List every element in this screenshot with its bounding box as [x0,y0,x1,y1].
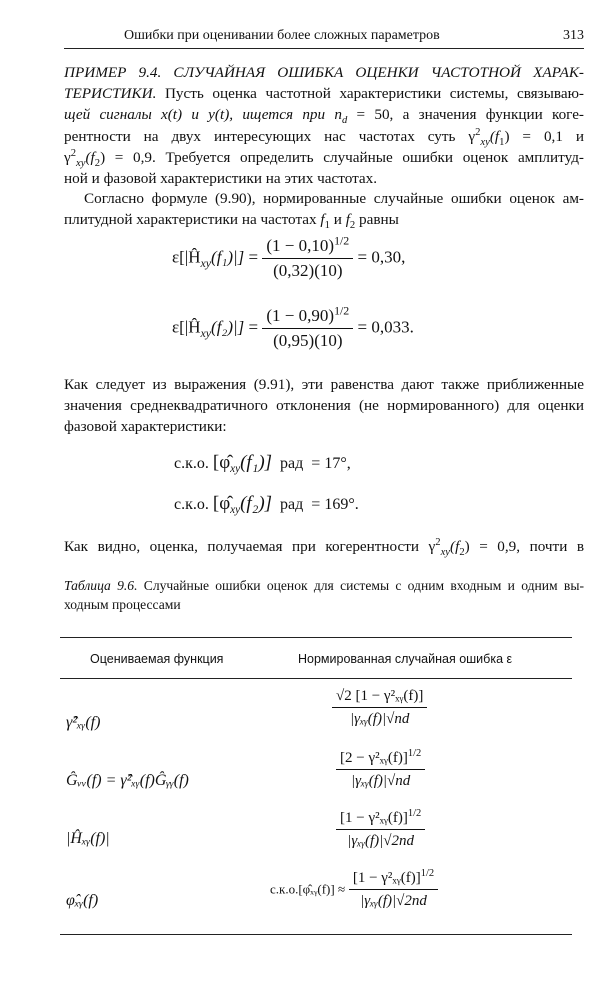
equation-amplitude-f1: $\varepsilon[|Ĥ_{xy}(f_1)|]$ = $\frac{(1 - 0,10)^{1/2}}{(0,32)(10)}$ = 0,30, [172,233,406,280]
table-row-2-expr: $\frac{[2 - \gamma^2_xᵧ(f)]^{1/2}}{\text{|γₓᵧ(f)|√nd}}$ [336,750,425,790]
table-row-3-label: |Ĥₓᵧ(f)| [66,830,110,847]
example-paragraph [64,62,584,189]
equation-amplitude-f2: $\varepsilon[|Ĥ_{xy}(f_2)|]$ = $\frac{(1 - 0,90)^{1/2}}{(0,95)(10)}$ = 0,033. [172,303,414,350]
para2-line-1: Согласно формуле (9.90), нормированные случайные ошибки оценок ам- [84,190,584,207]
example-line-3: щей сигналы x(t) и y(t), ищется при $n_d = 50$, а значения функции коге- [64,106,584,127]
table-caption: Таблица 9.6. Случайные ошибки оценок для системы с одним входным и одним вы- ходным процессами [64,578,584,612]
paragraph-coherence [64,536,584,557]
header-title: Ошибки при оценивании более сложных параметров [124,28,440,43]
para3-line-1: Как следует из выражения (9.91), эти равенства дают также приближенные [64,376,584,393]
para3-line-2: значения среднеквадратичного отклонения (не нормированного) для оценки [64,397,584,415]
table-bottom-rule [60,934,572,935]
table-header-rule [60,678,572,679]
fraction: $\frac{(1 - 0,10)^{1/2}}{(0,32)(10)}$ [262,236,353,281]
fraction: $\frac{(1 - 0,90)^{1/2}}{(0,95)(10)}$ [262,306,353,351]
paragraph-formula-990 [64,188,584,230]
example-line-2: ТЕРИСТИКИ. Пусть оценка частотной характеристики системы, связываю- [64,85,584,103]
example-line-5: $\gamma^2_{xy}(f_2) = 0,9$. Требуется определить случайные ошибки оценок амплитуд- [64,147,584,169]
equation-phase-f1: с.к.о. $[\varphî_{xy}(f_1)]$ рад = 17°, [174,452,351,476]
table-caption-label: Таблица 9.6. [64,578,138,593]
table-row-1-expr: $\frac{\text{√2 [1 − γ²ₓᵧ(f)]}}{\text{|γₓᵧ(f)|√nd}}$ [332,688,427,728]
example-line-4: рентности на двух интересующих нас частотах суть $\gamma^2_{xy}(f_1) = 0,1$ и [64,126,584,148]
running-header [64,26,584,49]
table-header-error: Нормированная случайная ошибка ε [298,652,513,666]
table-header-function: Оцениваемая функция [90,652,224,666]
table-row-3-expr: $\frac{[1 - \gamma^2_xᵧ(f)]^{1/2}}{\text{|γₓᵧ(f)|√2nd}}$ [336,810,425,850]
page-number: 313 [563,28,584,43]
para2-line-2: плитудной характеристики на частотах $f_1$ и $f_2$ равны [64,211,399,232]
table-row-4-expr: с.к.о.[φ̂ₓᵧ(f)] ≈ $\frac{[1 - \gamma^2_xᵧ(f)]^{1/2}}{\text{|γₓᵧ(f)|√2nd}}$ [270,870,438,910]
paragraph-expression-991 [64,374,584,438]
table-row-1-label: γ̂²ₓᵧ(f) [66,714,101,731]
equation-phase-f2: с.к.о. $[\varphî_{xy}(f_2)]$ рад = 169°. [174,493,359,517]
example-line-6: ной и фазовой характеристики на этих частотах. [64,170,378,188]
para4-line-1: Как видно, оценка, получаемая при когерентности $\gamma^2_{xy}(f_2) = 0,9$, почти в [64,536,585,559]
table-row-2-label: Ĝᵥᵥ(f) = γ̂²ₓᵧ(f)Ĝᵧᵧ(f) [66,772,189,789]
para3-line-3: фазовой характеристики: [64,418,227,436]
table-row-4-label: φ̂ₓᵧ(f) [66,892,99,909]
table-top-rule [60,637,572,638]
example-heading: ПРИМЕР 9.4. СЛУЧАЙНАЯ ОШИБКА ОЦЕНКИ ЧАСТОТНОЙ ХАРАК- [64,64,584,81]
